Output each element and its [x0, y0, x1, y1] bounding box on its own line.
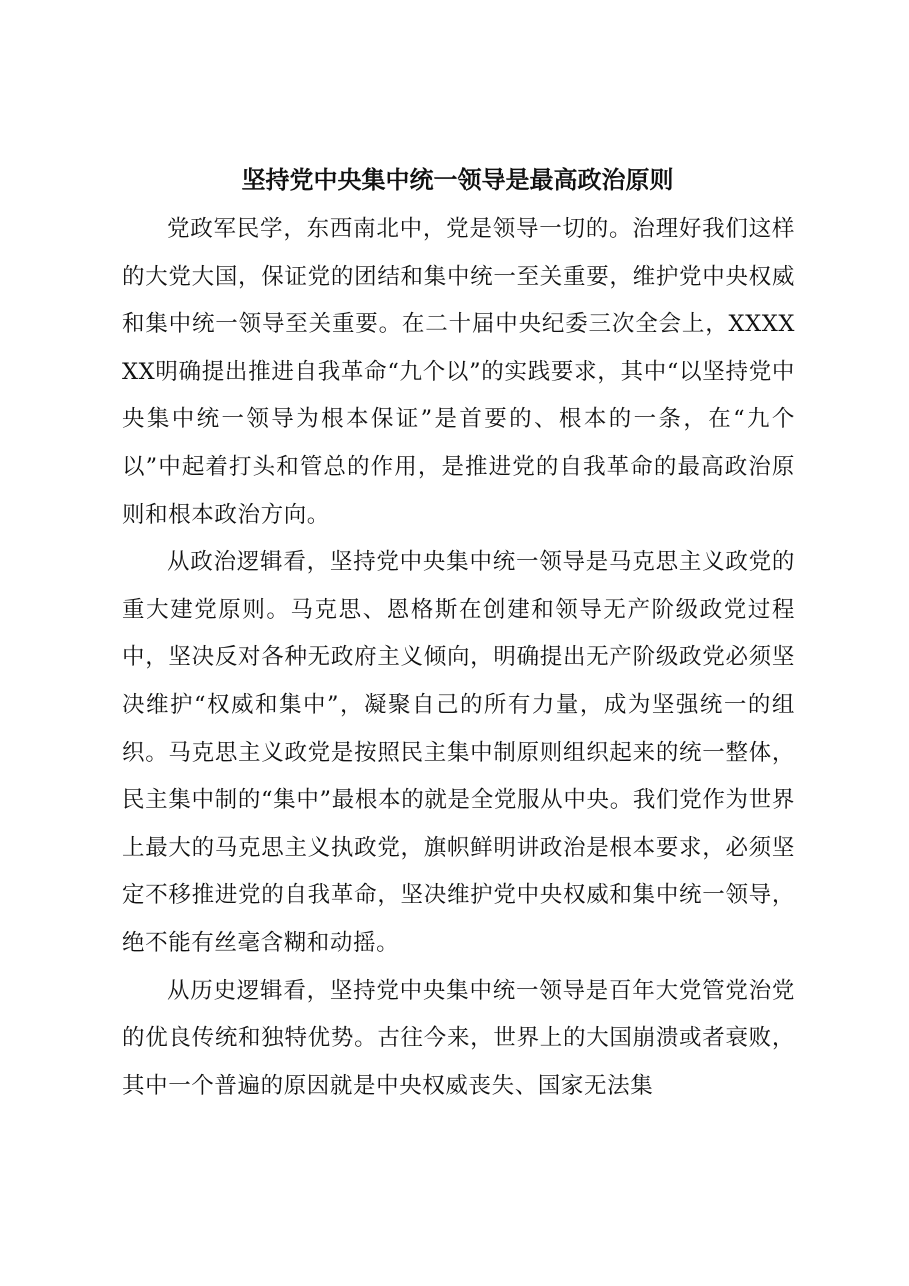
paragraph-2: 从政治逻辑看，坚持党中央集中统一领导是马克思主义政党的重大建党原则。马克思、恩格斯在创建和领导无产阶级政党过程中，坚决反对各种无政府主义倾向，明确提出无产阶级政党必须坚决维护“权威和集中”，凝聚自己的所有力量，成为坚强统一的组织。马克思主义政党是按照民主集中制原则组织起来的统一整体，民主集中制的“集中”最根本的就是全党服从中央。我们党作为世界上最大的马克思主义执政党，旗帜鲜明讲政治是根本要求，必须坚定不移推进党的自我革命，坚决维护党中央权威和集中统一领导，绝不能有丝毫含糊和动摇。 — [122, 549, 795, 956]
document-body — [122, 206, 795, 1110]
paragraph-1: 党政军民学，东西南北中，党是领导一切的。治理好我们这样的大党大国，保证党的团结和集中统一至关重要，维护党中央权威和集中统一领导至关重要。在二十届中央纪委三次全会上，XXXXXX明确提出推进自我革命“九个以”的实践要求，其中“以坚持党中央集中统一领导为根本保证”是首要的、根本的一条，在“九个以”中起着打头和管总的作用，是推进党的自我革命的最高政治原则和根本政治方向。 — [122, 216, 795, 528]
paragraph-3: 从历史逻辑看，坚持党中央集中统一领导是百年大党管党治党的优良传统和独特优势。古往今来，世界上的大国崩溃或者衰败，其中一个普遍的原因就是中央权威丧失、国家无法集 — [122, 977, 795, 1099]
document-title: 坚持党中央集中统一领导是最高政治原则 — [241, 165, 674, 194]
